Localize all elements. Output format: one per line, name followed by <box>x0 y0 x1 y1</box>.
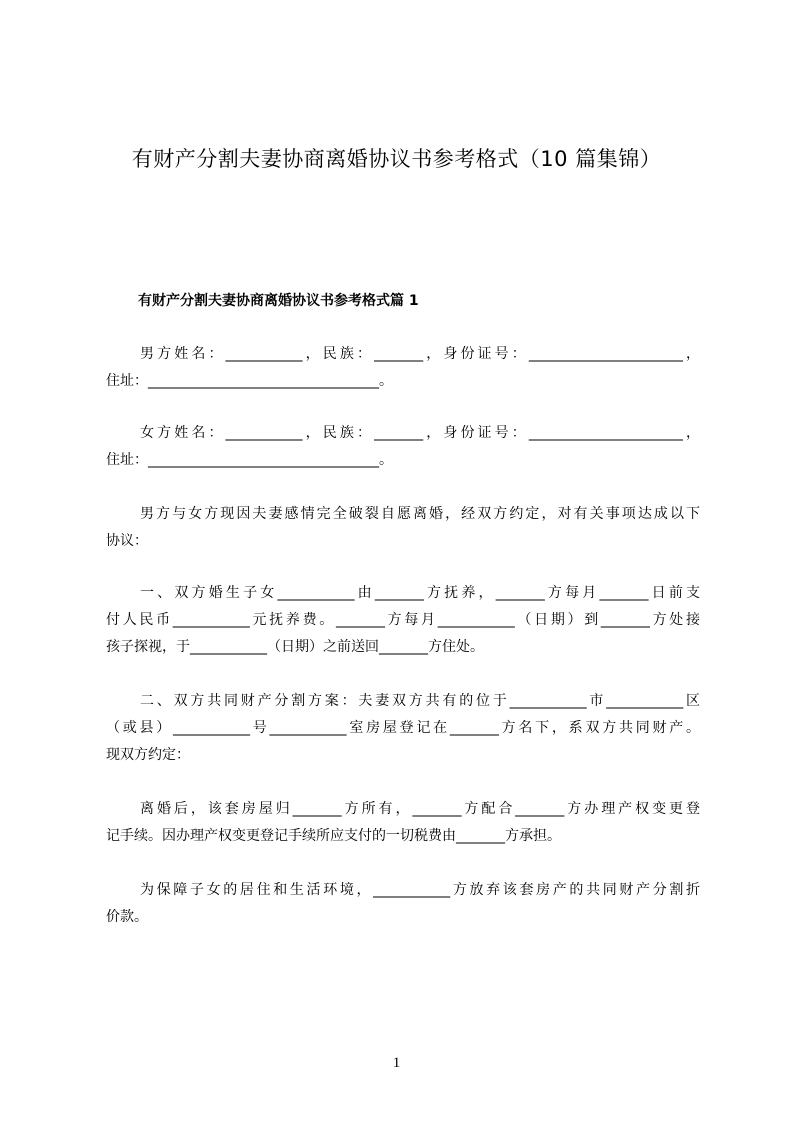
paragraph-line: 住址：_________________________________。 <box>106 373 393 389</box>
paragraph-children-residence <box>106 877 700 931</box>
paragraph-line: 记手续。因办理产权变更登记手续所应支付的一切税费由_______方承担。 <box>106 828 561 844</box>
paragraph-property-division <box>106 688 700 769</box>
paragraph-intro <box>106 501 700 555</box>
paragraph-line: 孩子探视，于___________（日期）之前送回_______方住处。 <box>106 639 484 655</box>
section-heading: 有财产分割夫妻协商离婚协议书参考格式篇 1 <box>138 293 419 309</box>
paragraph-line: 为保障子女的居住和生活环境，___________方放弃该套房产的共同财产分割折 <box>140 882 700 898</box>
page-number: 1 <box>392 1055 401 1071</box>
paragraph-line: 住址：_________________________________。 <box>106 452 393 468</box>
paragraph-child-custody <box>106 580 700 661</box>
paragraph-line: 二、双方共同财产分割方案：夫妻双方共有的位于___________市___________区 <box>140 693 700 709</box>
paragraph-line: （或县）___________号___________室房屋登记在_______方名下，系双方共同财产。 <box>106 720 700 736</box>
document-title: 有财产分割夫妻协商离婚协议书参考格式（10 篇集锦） <box>131 147 662 171</box>
paragraph-line: 协议： <box>106 533 148 549</box>
paragraph-line: 男方姓名：___________，民族：_______，身份证号：______________________， <box>140 346 700 362</box>
paragraph-line: 女方姓名：___________，民族：_______，身份证号：______________________， <box>140 425 700 441</box>
paragraph-line: 男方与女方现因夫妻感情完全破裂自愿离婚，经双方约定，对有关事项达成以下 <box>140 506 700 522</box>
paragraph-line: 离婚后，该套房屋归_______方所有，_______方配合_______方办理产权变更登 <box>140 801 700 817</box>
paragraph-line: 现双方约定： <box>106 747 190 763</box>
paragraph-line: 付人民币___________元抚养费。_______方每月___________（日期）到_______方处接 <box>106 612 700 628</box>
paragraph-line: 价款。 <box>106 909 148 925</box>
paragraph-male-info <box>106 341 700 395</box>
paragraph-female-info <box>106 420 700 474</box>
paragraph-house-ownership <box>106 796 700 850</box>
paragraph-line: 一、双方婚生子女___________由_______方抚养，_______方每月_______日前支 <box>140 585 700 601</box>
